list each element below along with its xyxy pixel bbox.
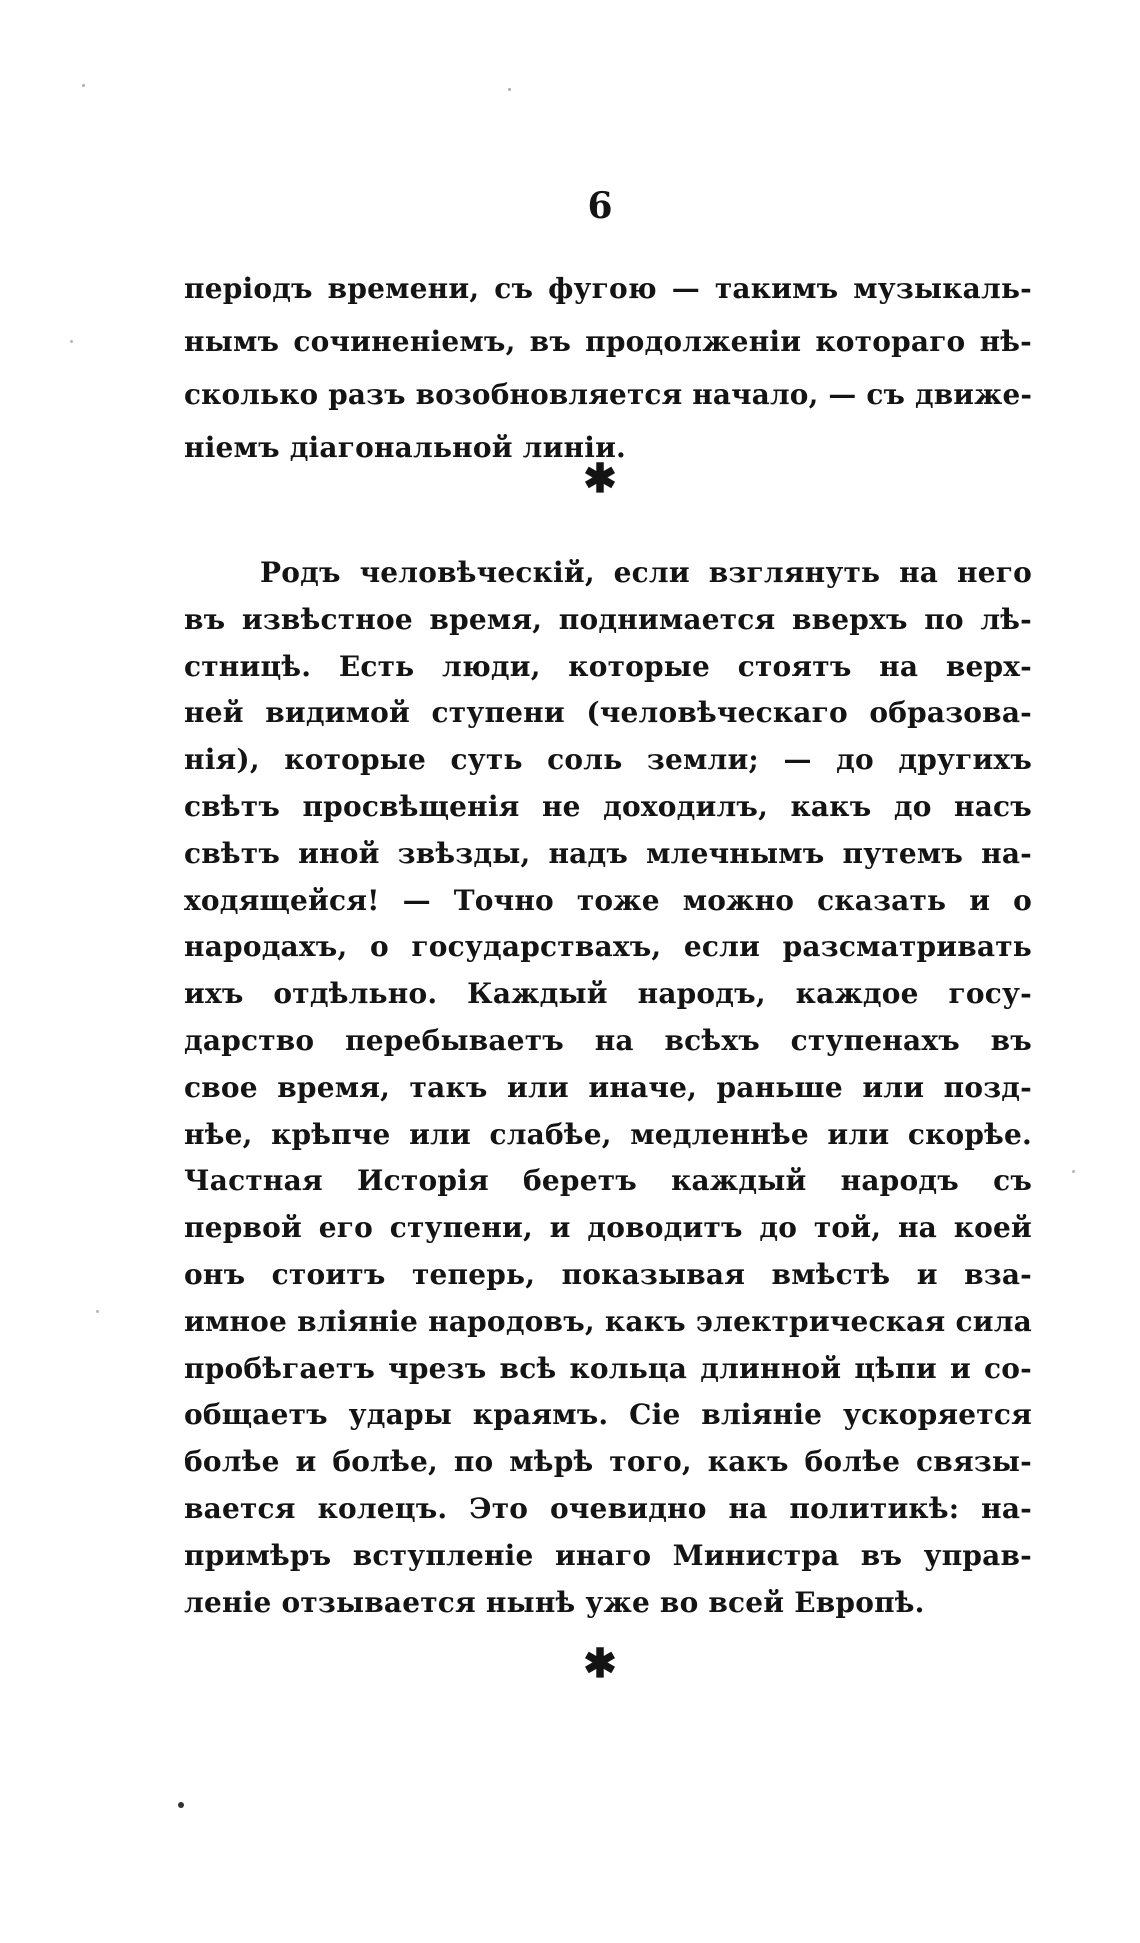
paragraph-continued bbox=[184, 262, 1032, 474]
page-number: 6 bbox=[587, 185, 613, 227]
text-line: общаетъ удары краямъ. Сіе вліяніе ускоряется bbox=[184, 1398, 1032, 1432]
text-line: Родъ человѣческій, если взглянуть на него bbox=[260, 556, 1032, 589]
text-line: пробѣгаетъ чрезъ всѣ кольца длинной цѣпи и со- bbox=[184, 1351, 1032, 1385]
text-line: имное вліяніе народовъ, какъ электрическая сила bbox=[184, 1304, 1032, 1338]
text-line: сколько разъ возобновляется начало, — съ движе- bbox=[184, 378, 1033, 411]
text-line: леніе отзывается нынѣ уже во всей Европѣ. bbox=[184, 1585, 925, 1619]
text-line: нымъ сочиненіемъ, въ продолженіи котораго нѣ- bbox=[184, 325, 1032, 358]
text-line: свѣтъ просвѣщенія не доходилъ, какъ до насъ bbox=[184, 789, 1032, 823]
scan-speck bbox=[508, 88, 511, 91]
text-line: ихъ отдѣльно. Каждый народъ, каждое госу- bbox=[184, 977, 1032, 1011]
text-line: ходящейся! — Точно тоже можно сказать и о bbox=[184, 883, 1032, 917]
scan-speck bbox=[82, 84, 85, 87]
text-line: ніемъ діагональной линіи. bbox=[184, 431, 626, 464]
text-line: свѣтъ иной звѣзды, надъ млечнымъ путемъ на- bbox=[184, 836, 1032, 870]
scan-speck bbox=[70, 340, 73, 343]
scan-speck bbox=[1072, 1170, 1075, 1173]
text-line: нія), которые суть соль земли; — до другихъ bbox=[184, 743, 1032, 777]
text-line: ней видимой ступени (человѣческаго образова- bbox=[184, 696, 1032, 730]
section-separator-asterisk: ✱ bbox=[583, 455, 617, 502]
text-line: народахъ, о государствахъ, если разсматривать bbox=[184, 930, 1032, 964]
scan-speck bbox=[178, 1802, 184, 1808]
text-line: нѣе, крѣпче или слабѣе, медленнѣе или скорѣе. bbox=[184, 1117, 1032, 1151]
paragraph-main bbox=[184, 550, 1032, 1626]
text-line: первой его ступени, и доводитъ до той, на коей bbox=[184, 1211, 1032, 1245]
text-line: періодъ времени, съ фугою — такимъ музыкаль- bbox=[184, 272, 1032, 305]
text-line: примѣръ вступленіе инаго Министра въ управ- bbox=[184, 1538, 1032, 1572]
text-line: въ извѣстное время, поднимается вверхъ по лѣ- bbox=[184, 602, 1032, 636]
text-line: болѣе и болѣе, по мѣрѣ того, какъ болѣе связы- bbox=[184, 1445, 1032, 1479]
text-line: вается колецъ. Это очевидно на политикѣ: на- bbox=[184, 1491, 1032, 1525]
text-line: стницѣ. Есть люди, которые стоятъ на верх- bbox=[184, 649, 1032, 683]
text-line: свое время, такъ или иначе, раньше или позд- bbox=[184, 1070, 1032, 1104]
text-line: дарство перебываетъ на всѣхъ ступенахъ въ bbox=[184, 1023, 1032, 1057]
scan-speck bbox=[96, 1310, 99, 1313]
text-line: онъ стоитъ теперь, показывая вмѣстѣ и вза- bbox=[184, 1257, 1032, 1291]
text-line: Частная Исторія беретъ каждый народъ съ bbox=[184, 1164, 1032, 1198]
section-separator-asterisk: ✱ bbox=[583, 1640, 617, 1687]
